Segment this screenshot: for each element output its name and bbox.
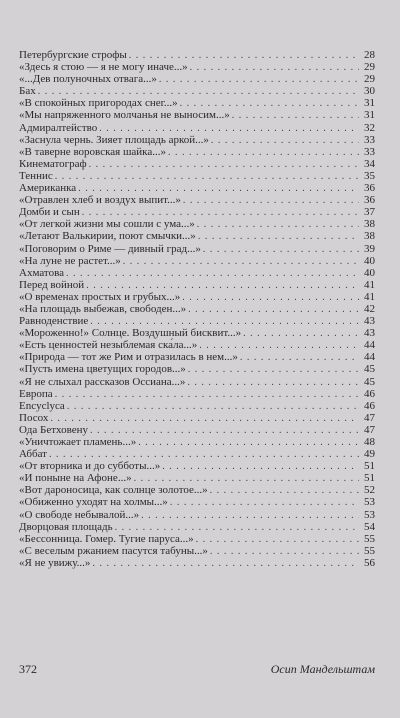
author-name: Осип Мандельштам: [270, 662, 375, 676]
toc-entry-page: 53: [364, 496, 375, 509]
toc-entry: [19, 230, 375, 242]
toc-entry-title: Равноденствие: [19, 315, 89, 328]
toc-entry: [19, 97, 375, 109]
dot-leader: [188, 364, 359, 376]
toc-entry: [19, 182, 375, 194]
dot-leader: [162, 461, 359, 473]
toc-entry-page: 45: [364, 375, 375, 388]
toc-entry: [19, 122, 375, 134]
toc-entry: [19, 243, 375, 255]
toc-entry: [19, 424, 375, 436]
toc-entry-title: «И поныне на Афоне...»: [19, 472, 132, 485]
toc-entry: [19, 85, 375, 97]
toc-entry: [19, 170, 375, 182]
toc-entry-title: «Я не увижу...»: [19, 556, 91, 569]
toc-entry-title: «Я не слыхал рассказов Оссиана...»: [19, 375, 186, 388]
toc-entry: [19, 436, 375, 448]
toc-entry-title: Домби и сын: [19, 206, 80, 219]
toc-entry-title: Дворцовая площадь: [19, 520, 113, 533]
toc-entry-title: Адмиралтейство: [19, 121, 98, 134]
toc-entry: [19, 206, 375, 218]
toc-entry-title: «На площадь выбежав, свободен...»: [19, 302, 187, 315]
toc-entry: [19, 146, 375, 158]
toc-entry: [19, 351, 375, 363]
toc-entry: [19, 448, 375, 460]
toc-entry: [19, 496, 375, 508]
toc-entry: [19, 472, 375, 484]
toc-entry: [19, 158, 375, 170]
toc-entry: [19, 109, 375, 121]
toc-entry-title: «Поговорим о Риме — дивный град...»: [19, 242, 201, 255]
toc-entry-page: 32: [364, 121, 375, 134]
toc-entry: [19, 376, 375, 388]
toc-entry: [19, 303, 375, 315]
toc-entry-page: 51: [364, 472, 375, 485]
toc-entry-page: 45: [364, 363, 375, 376]
toc-entry-page: 44: [364, 339, 375, 352]
toc-entry: [19, 134, 375, 146]
dot-leader: [243, 328, 359, 340]
dot-leader: [203, 244, 359, 256]
toc-entry-title: «Мороженно!» Солнце. Воздушный бисквит...»: [19, 327, 242, 340]
dot-leader: [141, 510, 359, 522]
toc-entry-title: Бах: [19, 85, 36, 98]
toc-entry-title: «Бессонница. Гомер. Тугие паруса...»: [19, 532, 194, 545]
toc-entry-page: 47: [364, 423, 375, 436]
toc-entry-title: Аббат: [19, 448, 47, 461]
toc-entry: [19, 509, 375, 521]
dot-leader: [89, 159, 359, 171]
toc-entry-page: 41: [364, 290, 375, 303]
toc-entry-page: 33: [364, 145, 375, 158]
toc-entry-title: «Природа — тот же Рим и отразилась в нем...»: [19, 351, 238, 364]
toc-entry: [19, 327, 375, 339]
dot-leader: [92, 558, 359, 570]
toc-entry-title: Перед войной: [19, 278, 85, 291]
toc-entry-page: 43: [364, 315, 375, 328]
toc-entry-page: 39: [364, 242, 375, 255]
toc-entry: [19, 363, 375, 375]
toc-entry-page: 38: [364, 230, 375, 243]
toc-entry: [19, 521, 375, 533]
toc-entry: [19, 412, 375, 424]
toc-entry-title: Американка: [19, 182, 77, 195]
toc-entry-page: 47: [364, 411, 375, 424]
toc-entry-page: 42: [364, 302, 375, 315]
dot-leader: [66, 268, 359, 280]
dot-leader: [50, 413, 359, 425]
toc-entry-page: 46: [364, 387, 375, 400]
toc-entry-title: Кинематограф: [19, 157, 87, 170]
toc-entry-page: 30: [364, 85, 375, 98]
dot-leader: [187, 377, 359, 389]
dot-leader: [168, 147, 359, 159]
dot-leader: [240, 352, 359, 364]
toc-entry-page: 37: [364, 206, 375, 219]
dot-leader: [196, 534, 359, 546]
dot-leader: [197, 219, 359, 231]
toc-entry-title: «Отравлен хлеб и воздух выпит...»: [19, 194, 181, 207]
toc-entry-title: Петербургские строфы: [19, 49, 127, 61]
toc-entry-title: Теннис: [19, 169, 53, 182]
toc-entry-title: Посох: [19, 411, 49, 424]
toc-entry-title: «Вот дароносица, как солнце золотое...»: [19, 484, 208, 497]
dot-leader: [170, 497, 359, 509]
dot-leader: [182, 292, 359, 304]
toc-entry-title: «В таверне воровская шайка...»: [19, 145, 166, 158]
dot-leader: [138, 437, 359, 449]
toc-entry-title: «На луне не растет...»: [19, 254, 121, 267]
toc-entry-title: «О свободе небывалой...»: [19, 508, 140, 521]
toc-entry: [19, 194, 375, 206]
toc-entry-page: 44: [364, 351, 375, 364]
toc-entry-title: «Обиженно уходят на холмы...»: [19, 496, 168, 509]
dot-leader: [232, 110, 359, 122]
toc-entry-page: 53: [364, 508, 375, 521]
toc-entry-title: «Заснула чернь. Зияет площадь аркой...»: [19, 133, 209, 146]
toc-entry-page: 38: [364, 218, 375, 231]
toc-entry-page: 40: [364, 254, 375, 267]
dot-leader: [67, 401, 359, 413]
toc-entry-title: «Мы напряженного молчанья не выносим...»: [19, 109, 230, 122]
toc-entry-page: 36: [364, 182, 375, 195]
toc-entry-page: 31: [364, 97, 375, 110]
toc-entry-page: 52: [364, 484, 375, 497]
toc-entry-page: 28: [364, 49, 375, 61]
toc-entry-title: «Здесь я стою — я не могу иначе...»: [19, 61, 188, 74]
toc-entry: [19, 279, 375, 291]
toc-entry: [19, 255, 375, 267]
toc-entry-title: «С веселым ржанием пасутся табуны...»: [19, 544, 208, 557]
toc-entry-page: 40: [364, 266, 375, 279]
toc-entry: [19, 315, 375, 327]
dot-leader: [198, 231, 359, 243]
toc-entry: [19, 545, 375, 557]
toc-entry-page: 54: [364, 520, 375, 533]
dot-leader: [188, 304, 359, 316]
page-number: 372: [19, 662, 37, 676]
toc-entry-title: «Пусть имена цветущих городов...»: [19, 363, 186, 376]
toc-entry: [19, 484, 375, 496]
toc-entry: [19, 388, 375, 400]
toc-entry-title: «От вторника и до субботы...»: [19, 460, 161, 473]
toc-entry: [19, 533, 375, 545]
dot-leader: [210, 485, 359, 497]
dot-leader: [211, 135, 359, 147]
toc-entry: [19, 557, 375, 569]
toc-entry-page: 36: [364, 194, 375, 207]
toc-entry-title: Европа: [19, 387, 53, 400]
toc-entry-page: 43: [364, 327, 375, 340]
toc-entry-title: «...Дев полуночных отвага...»: [19, 73, 157, 86]
toc-entry: [19, 218, 375, 230]
toc-entry-page: 55: [364, 544, 375, 557]
toc-entry-page: 33: [364, 133, 375, 146]
toc-entry-title: Encyclyca: [19, 399, 65, 412]
toc-entry-page: 35: [364, 169, 375, 182]
toc-entry-title: «Есть ценностей незыблемая ска́ла...»: [19, 339, 198, 352]
toc-entry-page: 46: [364, 399, 375, 412]
toc-entry-page: 55: [364, 532, 375, 545]
toc-entry-title: «Уничтожает пламень...»: [19, 436, 137, 448]
toc-entry-title: «От легкой жизни мы сошли с ума...»: [19, 218, 195, 231]
dot-leader: [183, 195, 359, 207]
dot-leader: [210, 546, 359, 558]
dot-leader: [123, 256, 359, 268]
toc-entry: [19, 291, 375, 303]
toc-entry-title: «Летают Валькирии, поют смычки...»: [19, 230, 196, 243]
dot-leader: [190, 62, 359, 74]
toc-entry-page: 51: [364, 460, 375, 473]
page-footer: [19, 662, 375, 677]
dot-leader: [55, 171, 359, 183]
toc-entry: [19, 400, 375, 412]
toc-entry-page: 48: [364, 436, 375, 448]
toc-entry: [19, 339, 375, 351]
toc-entry-page: 56: [364, 556, 375, 569]
toc-entry: [19, 460, 375, 472]
toc-entry-title: «О временах простых и грубых...»: [19, 290, 181, 303]
toc-entry-page: 29: [364, 61, 375, 74]
toc-entry-title: «В спокойных пригородах снег...»: [19, 97, 178, 110]
toc-entry: [19, 49, 375, 61]
dot-leader: [55, 389, 359, 401]
toc-entry-page: 49: [364, 448, 375, 461]
toc-entry: [19, 267, 375, 279]
toc-entry-page: 31: [364, 109, 375, 122]
toc-entry: [19, 61, 375, 73]
toc-entry-page: 29: [364, 73, 375, 86]
table-of-contents: [19, 49, 375, 569]
toc-entry-title: Ода Бетховену: [19, 423, 89, 436]
toc-entry-title: Ахматова: [19, 266, 65, 279]
toc-entry: [19, 73, 375, 85]
toc-entry-page: 34: [364, 157, 375, 170]
toc-entry-page: 41: [364, 278, 375, 291]
dot-leader: [159, 74, 359, 86]
